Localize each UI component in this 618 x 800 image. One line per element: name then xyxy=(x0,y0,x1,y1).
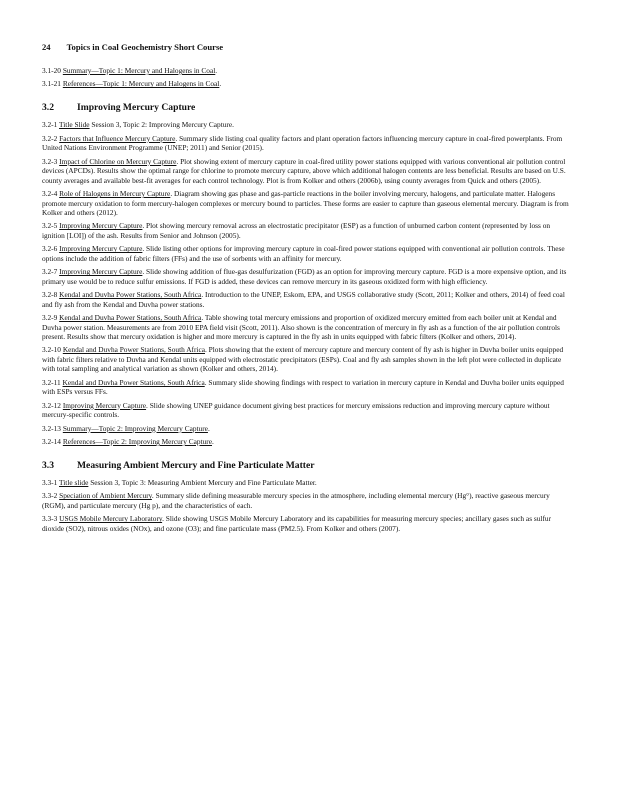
section-heading xyxy=(42,103,574,112)
entry-number: 3.3-2 xyxy=(42,491,58,501)
entry-text: . Plot showing extent of mercury capture in coal-fired utility power stations equipped with various conventional air pollution control devices (APCDs). Results show the optimal range for chlorine to promote mercury capture, above which additional halogen contents are less beneficial. Results are based on U.S. county averages and available best-fit averages for each control technology. Plot is from Kolker and others (2006b), using county averages from Quick and others (2005). xyxy=(42,156,566,185)
entry-text: . Summary slide defining measurable mercury species in the atmosphere, including elemental mercury (Hg°), reactive gaseous mercury (RGM), and particulate mercury (Hg p), and the characteristics of each. xyxy=(42,491,550,510)
entry-number: 3.2-5 xyxy=(42,221,58,231)
slide-link[interactable]: Kendal and Duvha Power Stations, South Africa xyxy=(59,313,202,323)
section-title: Measuring Ambient Mercury and Fine Particulate Matter xyxy=(77,459,315,471)
entry-number: 3.2-8 xyxy=(42,290,58,300)
list-item xyxy=(42,134,574,153)
slide-link[interactable]: Title Slide xyxy=(59,120,90,130)
entry-number: 3.3-1 xyxy=(42,477,58,487)
slide-link[interactable]: Kendal and Duvha Power Stations, South Africa xyxy=(62,345,205,355)
list-item xyxy=(42,491,574,510)
entry-text: . xyxy=(212,437,214,447)
entry-text: . Diagram showing gas phase and gas-particle reactions in the boiler involving mercury, halogens, and particulate matter. Halogens promote mercury oxidation to form mercury-halogen complexes or mercury bound to particles. These forms are easier to capture than gaseous elemental mercury. Diagram is from Kolker and others (2012). xyxy=(42,189,569,217)
entry-text: . Slide showing USGS Mobile Mercury Laboratory and its capabilities for measuring mercury species; ancillary gases such as sulfur dioxide (SO2), nitrous oxides (NOx), and ozone (O3); and fine particulate mass (PM2.5). From Kolker and others (2007). xyxy=(42,514,552,533)
page-number: 24 xyxy=(42,42,51,52)
entry-number: 3.3-3 xyxy=(42,514,58,524)
slide-link[interactable]: Improving Mercury Capture xyxy=(59,221,143,231)
list-item xyxy=(42,290,574,309)
entry-number: 3.2-11 xyxy=(42,377,61,387)
list-item xyxy=(42,79,574,88)
list-item xyxy=(42,66,574,75)
entry-list-section-2 xyxy=(42,120,574,446)
list-item xyxy=(42,244,574,263)
section-heading xyxy=(42,461,574,470)
entry-text: . Table showing total mercury emissions and proportion of oxidized mercury emitted from each boiler unit at Kendal and Duvha power station. Measurements are from 2010 EPA field visit (Scott, 2011). Also shown is the concentration of mercury in fly ash as a function of the air pollution controls present. Results show that mercury oxidation is higher and more mercury is captured in the fly ash in units equipped with fabric filters (Kolker and others, 2014). xyxy=(42,313,560,341)
entry-number: 3.2-13 xyxy=(42,423,61,433)
entry-number: 3.2-9 xyxy=(42,313,58,323)
entry-number: 3.2-1 xyxy=(42,120,58,130)
slide-link[interactable]: Summary—Topic 2: Improving Mercury Capture xyxy=(62,423,208,433)
slide-link[interactable]: References—Topic 2: Improving Mercury Capture xyxy=(62,437,212,447)
entry-text: . Slide showing addition of flue-gas desulfurization (FGD) as an option for improving mercury capture. FGD is a more expensive option, and its primary use would be to reduce sulfur emissions. If FGD is added, these devices can remove mercury in its gaseous oxidized form with high efficiency. xyxy=(42,267,567,286)
list-item xyxy=(42,378,574,397)
entry-list-section-3 xyxy=(42,478,574,533)
list-item xyxy=(42,514,574,533)
list-item xyxy=(42,437,574,446)
entry-text: . Summary slide showing findings with respect to variation in mercury capture in Kendal and Duvha boiler units equipped with ESPs versus FFs. xyxy=(42,377,564,397)
slide-link[interactable]: Impact of Chlorine on Mercury Capture xyxy=(59,156,177,166)
list-item xyxy=(42,120,574,129)
entry-number: 3.2-6 xyxy=(42,244,58,254)
slide-link[interactable]: Kendal and Duvha Power Stations, South Africa xyxy=(62,377,205,387)
entry-number: 3.2-3 xyxy=(42,156,58,166)
list-item xyxy=(42,478,574,487)
slide-link[interactable]: Summary—Topic 1: Mercury and Halogens in Coal xyxy=(62,66,216,75)
entry-text: . Slide showing UNEP guidance document giving best practices for mercury emissions reduction and improving mercury capture without mercury-specific controls. xyxy=(42,400,550,420)
list-item xyxy=(42,221,574,240)
entry-list-top xyxy=(42,66,574,89)
entry-number: 3.2-14 xyxy=(42,437,61,447)
entry-text: . xyxy=(207,423,210,433)
slide-link[interactable]: Factors that Influence Mercury Capture xyxy=(59,133,176,143)
entry-number: 3.2-12 xyxy=(42,400,61,410)
list-item xyxy=(42,345,574,373)
list-item xyxy=(42,157,574,185)
running-header xyxy=(42,42,223,52)
entry-text: Session 3, Topic 3: Measuring Ambient Mercury and Fine Particulate Matter. xyxy=(90,477,317,487)
slide-link[interactable]: USGS Mobile Mercury Laboratory xyxy=(59,514,163,524)
entry-text: Session 3, Topic 2: Improving Mercury Capture. xyxy=(91,120,234,130)
slide-link[interactable]: Improving Mercury Capture xyxy=(59,267,143,277)
entry-text: . Plots showing that the extent of mercury capture and mercury content of fly ash is higher in Duvha boiler units equipped with fabric filters relative to Duvha and Kendal units equipped with electrostatic precipitators (ESPs). Coal and fly ash samples shown in the left plot were collected in duplicate with total sampling and analytical variation as shown (Kolker and others, 2014). xyxy=(42,345,564,374)
entry-text: . xyxy=(219,79,222,89)
entry-number: 3.2-10 xyxy=(42,345,61,355)
entry-text: . Summary slide listing coal quality factors and plant operation factors influencing mercury capture in coal-fired powerplants. From United Nations Environment Programme (UNEP; 2011) and Senior (2015). xyxy=(42,133,563,153)
list-item xyxy=(42,267,574,286)
entry-number: 3.1-21 xyxy=(42,79,61,89)
section-number: 3.2 xyxy=(42,101,54,113)
slide-link[interactable]: Title slide xyxy=(59,477,89,487)
slide-link[interactable]: Improving Mercury Capture xyxy=(62,400,147,410)
entry-number: 3.1-20 xyxy=(42,66,61,75)
entry-number: 3.2-7 xyxy=(42,267,58,277)
entry-text: . Introduction to the UNEP, Eskom, EPA, and USGS collaborative study (Scott, 2011; Kolker and others, 2014) of feed coal and fly ash from the Kendal and Duvha power stations. xyxy=(42,290,565,309)
slide-link[interactable]: Improving Mercury Capture xyxy=(59,244,143,254)
entry-text: . xyxy=(215,66,218,75)
entry-number: 3.2-4 xyxy=(42,189,58,199)
list-item xyxy=(42,424,574,433)
slide-link[interactable]: Speciation of Ambient Mercury xyxy=(59,491,152,501)
slide-link[interactable]: Kendal and Duvha Power Stations, South Africa xyxy=(59,290,202,300)
entry-number: 3.2-2 xyxy=(42,133,58,143)
list-item xyxy=(42,401,574,420)
list-item xyxy=(42,189,574,217)
section-number: 3.3 xyxy=(42,459,54,471)
entry-text: . Plot showing mercury removal across an electrostatic precipitator (ESP) as a function of unburned carbon content (represented by loss on ignition [LOI]) of the ash. Results from Senior and Johnson (2005). xyxy=(42,221,551,240)
slide-link[interactable]: References—Topic 1: Mercury and Halogens in Coal xyxy=(62,79,220,89)
section-title: Improving Mercury Capture xyxy=(77,101,196,113)
list-item xyxy=(42,313,574,341)
entry-text: . Slide listing other options for improving mercury capture in coal-fired power stations equipped with conventional air pollution controls. These options include the addition of fabric filters (FFs) and the use of sorbents with an affinity for mercury. xyxy=(42,244,565,263)
running-title: Topics in Coal Geochemistry Short Course xyxy=(66,42,224,52)
content xyxy=(42,66,574,537)
slide-link[interactable]: Role of Halogens in Mercury Capture xyxy=(59,189,171,199)
